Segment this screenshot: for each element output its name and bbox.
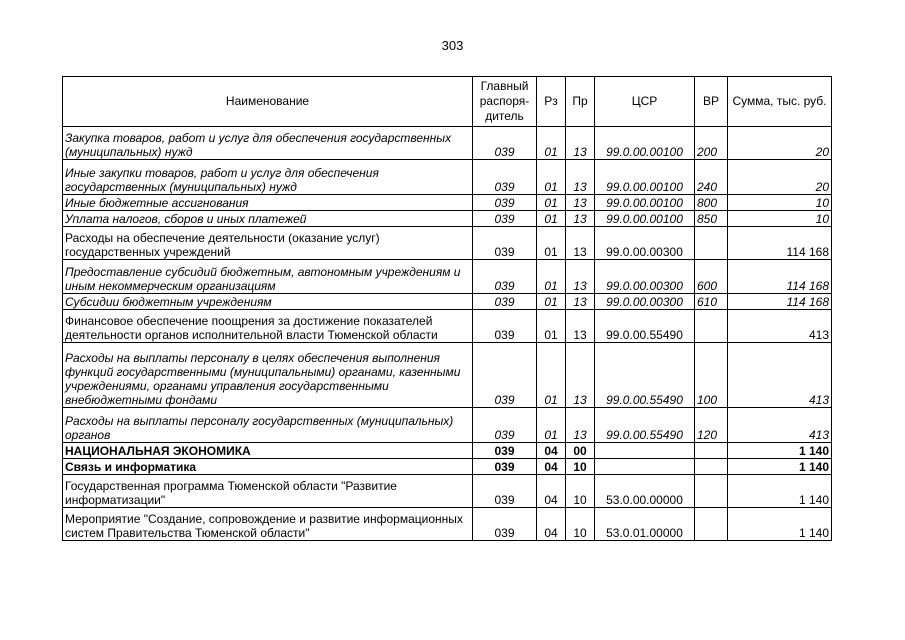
row-rz: 01: [537, 211, 566, 227]
row-csr: 99.0.00.55490: [595, 408, 695, 443]
header-sum: Сумма, тыс. руб.: [728, 77, 832, 127]
row-vr: 610: [695, 294, 728, 310]
header-main-manager: Главный распоря-дитель: [473, 77, 537, 127]
row-main-manager: 039: [473, 343, 537, 408]
row-rz: 04: [537, 443, 566, 459]
row-sum: 1 140: [728, 459, 832, 475]
row-pr: 13: [566, 127, 595, 160]
row-name: Расходы на обеспечение деятельности (оказание услуг) государственных учреждений: [63, 227, 473, 260]
header-pr: Пр: [566, 77, 595, 127]
page-number: 303: [441, 38, 464, 53]
row-csr: 99.0.00.00300: [595, 260, 695, 294]
row-sum: 413: [728, 310, 832, 343]
row-csr: 53.0.00.00000: [595, 475, 695, 508]
row-rz: 04: [537, 508, 566, 541]
header-csr: ЦСР: [595, 77, 695, 127]
row-name: Государственная программа Тюменской области "Развитие информатизации": [63, 475, 473, 508]
row-sum: 1 140: [728, 475, 832, 508]
row-pr: 13: [566, 211, 595, 227]
table-row: [63, 227, 832, 260]
row-pr: 10: [566, 475, 595, 508]
table-row: [63, 310, 832, 343]
row-name: Расходы на выплаты персоналу в целях обеспечения выполнения функций государственными (муниципальными) органами, казенными учреждениями, органами управления государственными внебюджетными фондами: [63, 343, 473, 408]
row-pr: 13: [566, 195, 595, 211]
row-csr: 99.0.00.00300: [595, 227, 695, 260]
header-vr: ВР: [695, 77, 728, 127]
row-csr: 99.0.00.55490: [595, 310, 695, 343]
row-rz: 01: [537, 343, 566, 408]
row-main-manager: 039: [473, 260, 537, 294]
row-pr: 13: [566, 260, 595, 294]
row-vr: 850: [695, 211, 728, 227]
row-csr: 99.0.00.00100: [595, 127, 695, 160]
row-name: Предоставление субсидий бюджетным, автономным учреждениям и иным некоммерческим организациям: [63, 260, 473, 294]
row-sum: 1 140: [728, 443, 832, 459]
table-row: [63, 475, 832, 508]
row-name: НАЦИОНАЛЬНАЯ ЭКОНОМИКА: [63, 443, 473, 459]
row-name: Мероприятие "Создание, сопровождение и развитие информационных систем Правительства Тюменской области": [63, 508, 473, 541]
row-vr: 600: [695, 260, 728, 294]
row-pr: 00: [566, 443, 595, 459]
row-pr: 13: [566, 408, 595, 443]
row-vr: 120: [695, 408, 728, 443]
table-row: [63, 408, 832, 443]
row-name: Иные бюджетные ассигнования: [63, 195, 473, 211]
row-name: Закупка товаров, работ и услуг для обеспечения государственных (муниципальных) нужд: [63, 127, 473, 160]
row-sum: 10: [728, 211, 832, 227]
row-pr: 13: [566, 343, 595, 408]
row-vr: 800: [695, 195, 728, 211]
row-name: Расходы на выплаты персоналу государственных (муниципальных) органов: [63, 408, 473, 443]
row-main-manager: 039: [473, 211, 537, 227]
row-csr: 99.0.00.00100: [595, 195, 695, 211]
row-rz: 04: [537, 475, 566, 508]
row-rz: 01: [537, 127, 566, 160]
table-row: [63, 508, 832, 541]
row-pr: 10: [566, 508, 595, 541]
table-row: [63, 459, 832, 475]
header-rz: Рз: [537, 77, 566, 127]
table-header-row: [63, 77, 832, 127]
row-sum: 114 168: [728, 227, 832, 260]
table-row: [63, 127, 832, 160]
row-pr: 13: [566, 310, 595, 343]
table-row: [63, 294, 832, 310]
row-main-manager: 039: [473, 160, 537, 195]
row-rz: 01: [537, 294, 566, 310]
row-main-manager: 039: [473, 443, 537, 459]
row-sum: 20: [728, 127, 832, 160]
row-vr: 100: [695, 343, 728, 408]
row-sum: 10: [728, 195, 832, 211]
row-sum: 114 168: [728, 294, 832, 310]
row-name: Иные закупки товаров, работ и услуг для обеспечения государственных (муниципальных) нужд: [63, 160, 473, 195]
row-main-manager: 039: [473, 294, 537, 310]
row-csr: 99.0.00.00100: [595, 160, 695, 195]
table-row: [63, 160, 832, 195]
budget-table: [62, 76, 832, 541]
row-csr: 99.0.00.00300: [595, 294, 695, 310]
row-main-manager: 039: [473, 310, 537, 343]
row-sum: 114 168: [728, 260, 832, 294]
table-row: [63, 260, 832, 294]
row-rz: 01: [537, 260, 566, 294]
row-main-manager: 039: [473, 508, 537, 541]
row-name: Субсидии бюджетным учреждениям: [63, 294, 473, 310]
row-vr: [695, 227, 728, 260]
row-csr: [595, 459, 695, 475]
row-rz: 01: [537, 227, 566, 260]
row-pr: 13: [566, 160, 595, 195]
row-vr: 200: [695, 127, 728, 160]
row-main-manager: 039: [473, 227, 537, 260]
row-pr: 13: [566, 227, 595, 260]
table-row: [63, 443, 832, 459]
row-sum: 413: [728, 343, 832, 408]
row-name: Связь и информатика: [63, 459, 473, 475]
row-pr: 10: [566, 459, 595, 475]
row-vr: [695, 475, 728, 508]
row-sum: 1 140: [728, 508, 832, 541]
row-vr: [695, 459, 728, 475]
row-sum: 20: [728, 160, 832, 195]
row-pr: 13: [566, 294, 595, 310]
row-vr: [695, 508, 728, 541]
row-name: Уплата налогов, сборов и иных платежей: [63, 211, 473, 227]
row-main-manager: 039: [473, 459, 537, 475]
row-csr: 99.0.00.55490: [595, 343, 695, 408]
row-main-manager: 039: [473, 195, 537, 211]
row-main-manager: 039: [473, 127, 537, 160]
row-main-manager: 039: [473, 408, 537, 443]
row-rz: 01: [537, 310, 566, 343]
row-csr: 53.0.01.00000: [595, 508, 695, 541]
row-rz: 01: [537, 195, 566, 211]
table-row: [63, 343, 832, 408]
row-vr: [695, 310, 728, 343]
row-rz: 01: [537, 408, 566, 443]
row-vr: 240: [695, 160, 728, 195]
row-main-manager: 039: [473, 475, 537, 508]
header-name: Наименование: [63, 77, 473, 127]
row-rz: 04: [537, 459, 566, 475]
table-row: [63, 195, 832, 211]
row-vr: [695, 443, 728, 459]
table-row: [63, 211, 832, 227]
row-name: Финансовое обеспечение поощрения за достижение показателей деятельности органов исполнительной власти Тюменской области: [63, 310, 473, 343]
row-rz: 01: [537, 160, 566, 195]
row-csr: 99.0.00.00100: [595, 211, 695, 227]
row-csr: [595, 443, 695, 459]
row-sum: 413: [728, 408, 832, 443]
